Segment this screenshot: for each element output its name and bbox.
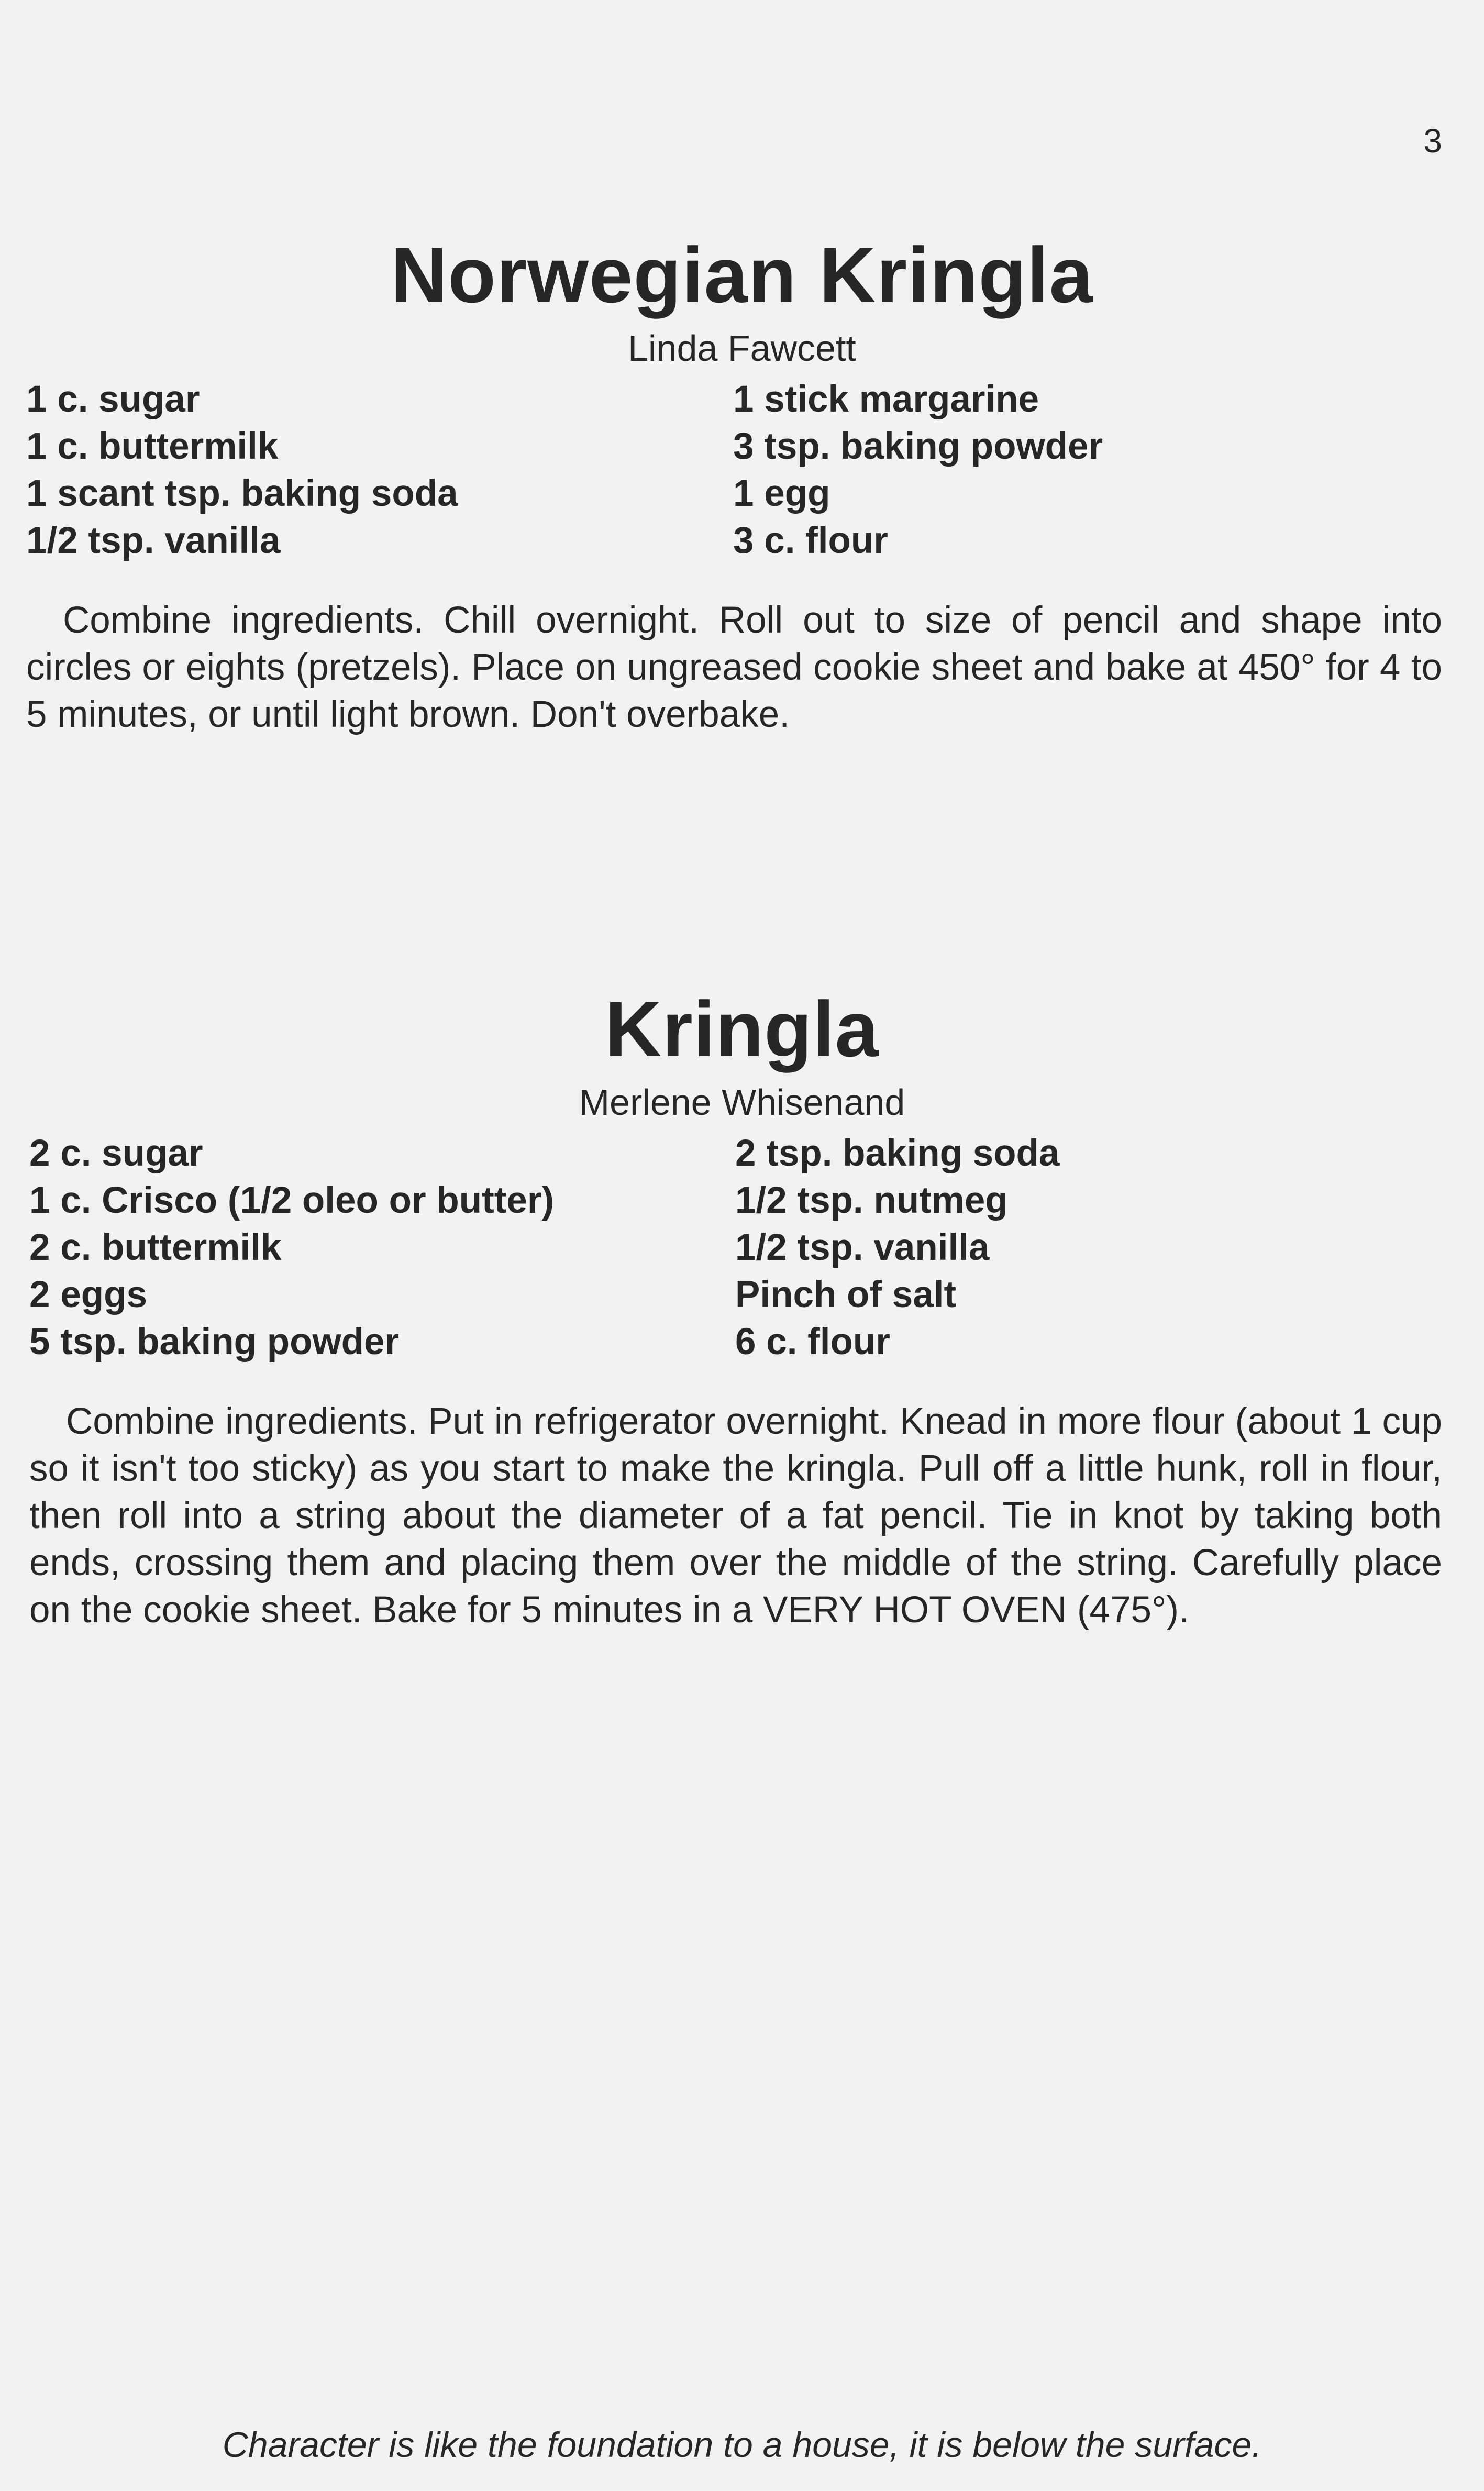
page-number: 3: [1423, 122, 1442, 160]
ingredient: 1/2 tsp. nutmeg: [735, 1180, 1008, 1221]
ingredient-column-left: [26, 376, 458, 564]
ingredient: 1 scant tsp. baking soda: [26, 473, 458, 514]
ingredient: 1 egg: [733, 473, 830, 514]
ingredient: 3 c. flour: [733, 520, 888, 561]
ingredient: 1/2 tsp. vanilla: [26, 520, 281, 561]
recipe-norwegian-kringla: [0, 231, 1484, 776]
recipe-instructions: Combine ingredients. Put in refrigerator overnight. Knead in more flour (about 1 cup so it isn't too sticky) as you start to make the kringla. Pull off a little hunk, roll in flour, then roll into a string about the diameter of a fat pencil. Tie in knot by taking both ends, crossing them and placing them over the middle of the string. Carefully place on the cookie sheet. Bake for 5 minutes in a VERY HOT OVEN (475°).: [29, 1401, 1442, 1631]
ingredient: 5 tsp. baking powder: [29, 1321, 400, 1363]
ingredient-list: [0, 1130, 1484, 1366]
ingredient: 1 stick margarine: [733, 379, 1039, 420]
ingredient: 2 tsp. baking soda: [735, 1133, 1060, 1174]
ingredient: 6 c. flour: [735, 1321, 890, 1363]
recipe-title: Norwegian Kringla: [390, 231, 1094, 319]
ingredient: Pinch of salt: [735, 1274, 957, 1315]
ingredient: 1 c. Crisco (1/2 oleo or butter): [29, 1180, 555, 1221]
ingredient: 1/2 tsp. vanilla: [735, 1227, 990, 1268]
ingredient-column-left: [29, 1130, 554, 1366]
ingredient-column-right: [735, 1130, 1059, 1366]
ingredient: 2 eggs: [29, 1274, 147, 1315]
ingredient-column-right: [733, 376, 1103, 564]
recipe-kringla: [0, 985, 1484, 1671]
recipe-title: Kringla: [605, 985, 879, 1073]
ingredient: 1 c. buttermilk: [26, 426, 279, 467]
ingredient: 2 c. sugar: [29, 1133, 203, 1174]
ingredient: 2 c. buttermilk: [29, 1227, 282, 1268]
ingredient-list: [0, 376, 1484, 564]
recipe-instructions: Combine ingredients. Chill overnight. Roll out to size of pencil and shape into circles or eights (pretzels). Place on ungreased cookie sheet and bake at 450° for 4 to 5 minutes, or until light brown. Don't overbake.: [26, 600, 1442, 735]
recipe-author: Linda Fawcett: [628, 328, 856, 369]
footer-quote: Character is like the foundation to a house, it is below the surface.: [222, 2425, 1262, 2465]
ingredient: 3 tsp. baking powder: [733, 426, 1103, 467]
ingredient: 1 c. sugar: [26, 379, 200, 420]
recipe-author: Merlene Whisenand: [579, 1082, 905, 1123]
